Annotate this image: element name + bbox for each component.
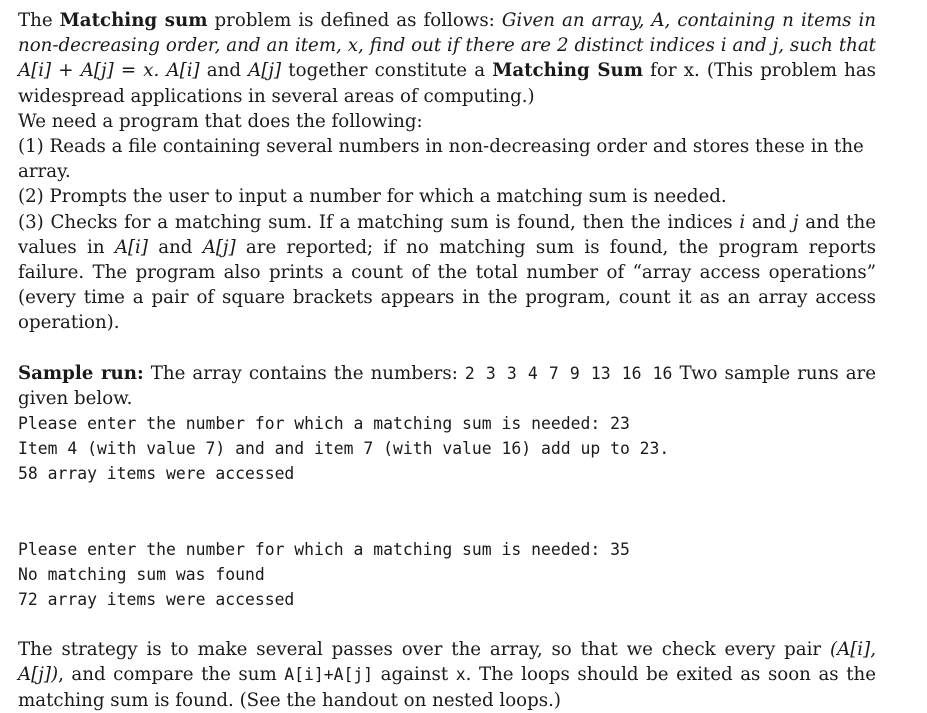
x-code: x [455, 665, 466, 685]
aj-term: A[j] [248, 60, 282, 82]
sum-expression-code: A[i]+A[j] [284, 665, 374, 685]
sample-run-label: Sample run: [18, 362, 144, 384]
console-line: Please enter the number for which a matching sum is needed: 23 [18, 414, 630, 434]
index-j: j [792, 211, 799, 233]
requirement-3-text: (3) Checks for a matching sum. If a matching sum is found, then the indices [18, 211, 740, 233]
requirement-3-text: and [745, 211, 793, 233]
matching-sum-term: Matching Sum [492, 60, 644, 82]
requirements-list [18, 109, 876, 336]
console-line: No matching sum was found [18, 564, 265, 584]
sample-run-1-output [18, 411, 876, 487]
requirement-3-text: and the values in [18, 211, 876, 258]
console-line: Please enter the number for which a matching sum is needed: 35 [18, 539, 630, 559]
requirement-3 [18, 210, 876, 336]
aj-term: A[j] [202, 236, 236, 258]
sample-run-2-output [18, 537, 876, 613]
pair-term: (A[i], A[j]) [18, 639, 876, 686]
intro-text: together constitute a [281, 60, 493, 82]
strategy-text: . The loops should be exited as soon as the matching sum is found. (See the handout on nested loops.) [18, 664, 876, 711]
sample-array-numbers: 2 3 3 4 7 9 13 16 16 [464, 363, 673, 383]
intro-text: for x. (This problem has widespread applications in several areas of computing.) [18, 60, 877, 107]
intro-text: problem is defined as follows: [207, 10, 502, 31]
sample-run-text: The array contains the numbers: [143, 362, 465, 384]
console-line: 72 array items were accessed [18, 590, 295, 610]
sample-run-intro [18, 361, 876, 411]
strategy-paragraph [18, 637, 876, 713]
console-line: 58 array items were accessed [18, 464, 295, 484]
strategy-text: The strategy is to make several passes over the array, so that we check every pair [18, 639, 830, 661]
strategy-text: , and compare the sum [58, 664, 285, 686]
intro-text: and [199, 60, 249, 82]
index-i: i [739, 211, 746, 233]
problem-definition-paragraph [18, 8, 876, 109]
requirement-3-text: are reported; if no matching sum is found, the program reports failure. The program also prints a count of the total number of “array access operations” (every time a pair of square brackets appears in the program, count it as an array access operation). [18, 236, 876, 334]
requirements-lead: We need a program that does the following: [18, 110, 423, 132]
matching-sum-term: Matching sum [59, 10, 208, 31]
requirement-1: (1) Reads a file containing several numbers in non-decreasing order and stores these in the array. [18, 136, 864, 183]
console-line: Item 4 (with value 7) and and item 7 (with value 16) add up to 23. [18, 439, 670, 459]
problem-statement: Given an array, A, containing n items in non-decreasing order, and an item, x, find out if there are 2 distinct indices i and j, such that A[i] + A[j] = x. A[i] [18, 10, 876, 82]
requirement-3-text: and [147, 236, 203, 258]
sample-run-text: Two sample runs are given below. [18, 362, 877, 409]
strategy-text: against [373, 664, 456, 686]
ai-term: A[i] [114, 236, 148, 258]
requirement-2: (2) Prompts the user to input a number for which a matching sum is needed. [18, 186, 727, 208]
sample-run-section [18, 361, 876, 613]
intro-text: The [18, 10, 60, 31]
